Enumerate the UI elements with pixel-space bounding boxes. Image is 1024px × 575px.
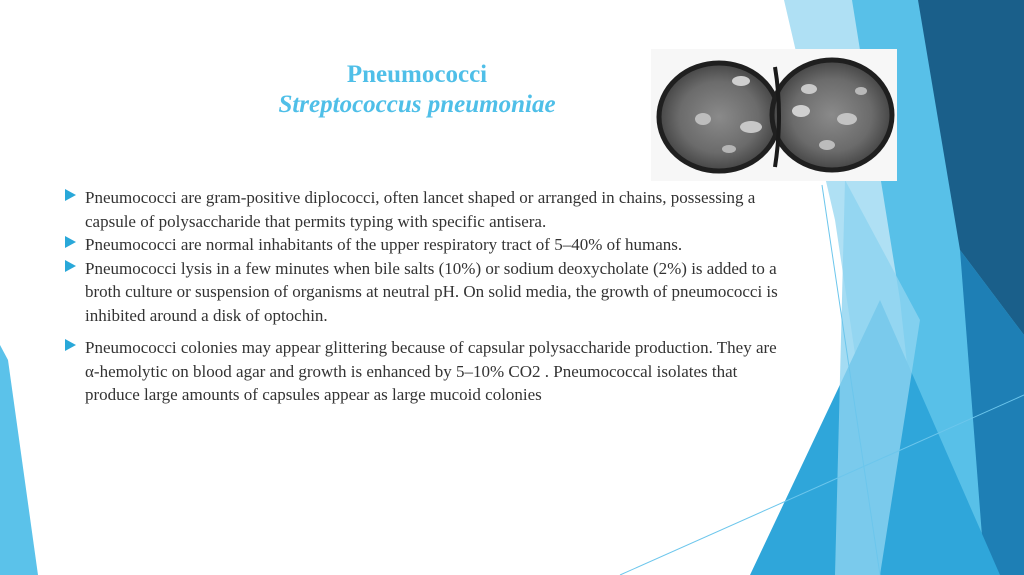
- triangle-right-icon: [65, 260, 76, 272]
- triangle-right-icon: [65, 236, 76, 248]
- subtitle-text: Streptococcus pneumoniae: [278, 91, 556, 118]
- list-item: [63, 336, 783, 407]
- triangle-right-icon: [65, 189, 76, 201]
- title-text: Pneumococci: [346, 61, 488, 88]
- micrograph-image: [651, 49, 897, 181]
- slide-title: [232, 60, 602, 120]
- micrograph-diplococcus-icon: [651, 49, 897, 181]
- bullet-text: Pneumococci colonies may appear glittering because of capsular polysaccharide production. They are α-hemolytic on blood agar and growth is enhanced by 5–10% CO2 . Pneumococcal isolates that produce large amounts of capsules appear as large mucoid colonies: [85, 338, 777, 404]
- bullet-text: Pneumococci are gram-positive diplococci, often lancet shaped or arranged in chains, possessing a capsule of polysaccharide that permits typing with specific antisera.: [85, 188, 756, 231]
- bullet-list: [63, 186, 783, 407]
- list-item: [63, 233, 783, 257]
- list-item: [63, 186, 783, 233]
- bullet-text: Pneumococci lysis in a few minutes when bile salts (10%) or sodium deoxycholate (2%) is added to a broth culture or suspension of organisms at neutral pH. On solid media, the growth of pneumococci is inhibited around a disk of optochin.: [85, 258, 778, 325]
- list-item: [63, 257, 783, 328]
- triangle-right-icon: [65, 339, 76, 351]
- bullet-text: Pneumococci are normal inhabitants of the upper respiratory tract of 5–40% of humans.: [85, 235, 683, 254]
- left-edge-shape: [0, 345, 38, 575]
